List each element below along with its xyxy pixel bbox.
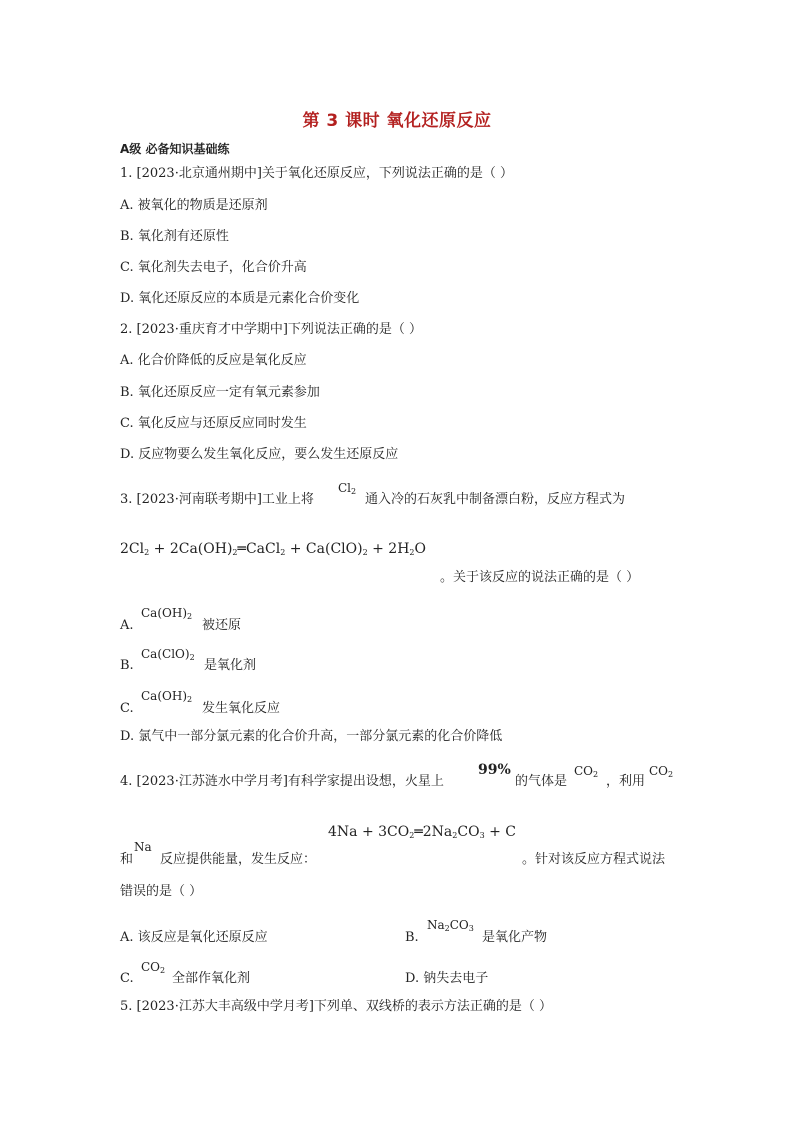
q2-option-b: B. 氧化还原反应一定有氧元素参加 xyxy=(120,385,320,400)
q1-option-c: C. 氧化剂失去电子，化合价升高 xyxy=(120,260,307,275)
q4-option-c-text: 全部作氧化剂 xyxy=(172,971,251,986)
page-title: 第 3 课时 氧化还原反应 xyxy=(302,111,492,131)
q3-option-b-label: B. xyxy=(120,658,134,673)
q4-na-formula: Na xyxy=(134,840,152,854)
q4-option-a: A. 该反应是氧化还原反应 xyxy=(120,930,268,945)
q3-equation: $2Cl_2$ + $2Ca(OH)_2═CaCl_2 + Ca(ClO)_2 + 2H_2O$ xyxy=(120,541,426,557)
q2-option-d: D. 反应物要么发生氧化反应，要么发生还原反应 xyxy=(120,447,399,462)
q4-stem-part5: 。针对该反应方程式说法 xyxy=(522,852,666,867)
q4-equation: $4Na + 3CO_2═2Na_2CO_3 + C$ xyxy=(328,824,516,840)
q4-co2-formula-a: $CO_2$ xyxy=(574,764,599,779)
q4-percent: 99% xyxy=(478,762,511,778)
q3-option-a-text: 被还原 xyxy=(202,618,242,633)
q2-option-a: A. 化合价降低的反应是氧化反应 xyxy=(120,353,307,368)
q2-stem: 2. [2023·重庆育才中学期中]下列说法正确的是（ ） xyxy=(120,322,423,337)
q1-option-d: D. 氧化还原反应的本质是元素化合价变化 xyxy=(120,291,360,306)
q1-stem: 1. [2023·北京通州期中]关于氧化还原反应，下列说法正确的是（ ） xyxy=(120,166,514,181)
q3-stem-part2: 通入冷的石灰乳中制备漂白粉，反应方程式为 xyxy=(365,492,626,507)
q4-option-b-label: B. xyxy=(405,930,419,945)
q3-option-c-formula: $Ca(OH)_2$ xyxy=(141,689,193,704)
q4-option-b-formula: $Na_2CO_3$ xyxy=(427,918,474,933)
q3-stem-end: 。关于该反应的说法正确的是（ ） xyxy=(440,570,640,585)
q4-stem-part3: ，利用 xyxy=(606,774,646,789)
section-heading: A级 必备知识基础练 xyxy=(120,142,230,156)
q3-option-b-formula: $Ca(ClO)_2$ xyxy=(141,647,195,662)
q3-option-c-label: C. xyxy=(120,701,134,716)
q3-option-c-text: 发生氧化反应 xyxy=(202,701,281,716)
q4-option-d: D. 钠失去电子 xyxy=(405,971,489,986)
q2-option-c: C. 氧化反应与还原反应同时发生 xyxy=(120,416,307,431)
q4-stem-part4: 反应提供能量，发生反应： xyxy=(160,852,317,867)
q3-option-b-text: 是氧化剂 xyxy=(204,658,257,673)
q4-option-b-text: 是氧化产物 xyxy=(482,930,548,945)
q3-option-a-label: A. xyxy=(120,618,134,633)
q3-cl2-formula: $Cl_2$ xyxy=(338,481,357,496)
q4-stem-part1: 4. [2023·江苏涟水中学月考]有科学家提出设想，火星上 xyxy=(120,774,444,789)
q3-option-d: D. 氯气中一部分氯元素的化合价升高，一部分氯元素的化合价降低 xyxy=(120,729,503,744)
q4-option-c-formula: $CO_2$ xyxy=(141,960,166,975)
q4-co2-formula-b: $CO_2$ xyxy=(649,764,674,779)
q5-stem: 5. [2023·江苏大丰高级中学月考]下列单、双线桥的表示方法正确的是（ ） xyxy=(120,999,553,1014)
q1-option-a: A. 被氧化的物质是还原剂 xyxy=(120,198,268,213)
q3-option-a-formula: $Ca(OH)_2$ xyxy=(141,606,193,621)
q4-stem-part6: 错误的是（ ） xyxy=(120,884,203,899)
q1-option-b: B. 氧化剂有还原性 xyxy=(120,229,229,244)
q4-option-c-label: C. xyxy=(120,971,134,986)
q3-stem-part1: 3. [2023·河南联考期中]工业上将 xyxy=(120,492,314,507)
q4-stem-part2: 的气体是 xyxy=(515,774,568,789)
q4-he: 和 xyxy=(120,852,134,867)
